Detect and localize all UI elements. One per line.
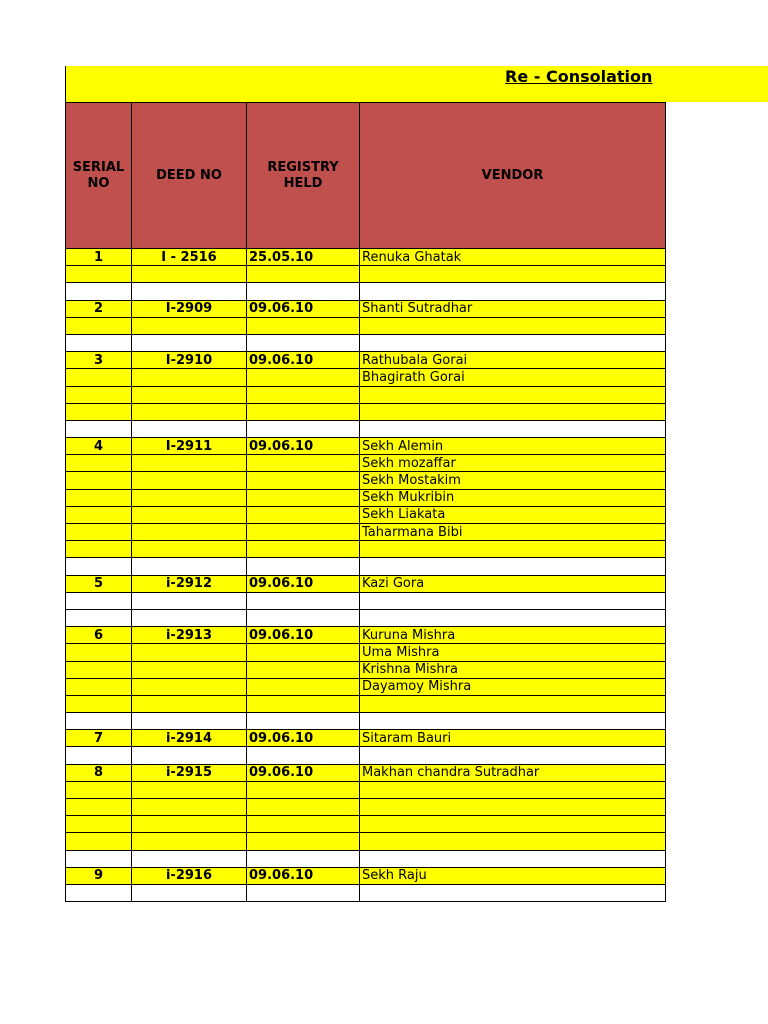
- serial-cell[interactable]: [66, 695, 132, 712]
- vendor-name-cell[interactable]: Rathubala Gorai: [360, 352, 666, 369]
- vendor-name-cell[interactable]: [360, 592, 666, 609]
- registry-date-cell[interactable]: [247, 592, 360, 609]
- table-row: [66, 558, 666, 575]
- registry-date-cell[interactable]: [247, 850, 360, 867]
- vendor-name-cell[interactable]: Sekh Liakata: [360, 506, 666, 523]
- vendor-name-cell[interactable]: [360, 695, 666, 712]
- registry-date-cell[interactable]: 09.06.10: [247, 352, 360, 369]
- serial-cell[interactable]: [66, 541, 132, 558]
- table-row: [66, 764, 666, 781]
- serial-cell[interactable]: [66, 524, 132, 541]
- serial-cell[interactable]: 6: [66, 627, 132, 644]
- vendor-name-cell[interactable]: Taharmana Bibi: [360, 524, 666, 541]
- registry-date-cell[interactable]: [247, 455, 360, 472]
- serial-cell[interactable]: [66, 850, 132, 867]
- registry-date-cell[interactable]: [247, 833, 360, 850]
- vendor-name-cell[interactable]: Sekh Alemin: [360, 438, 666, 455]
- deed-no-cell[interactable]: [132, 644, 247, 661]
- deed-no-cell[interactable]: [132, 816, 247, 833]
- serial-cell[interactable]: [66, 420, 132, 437]
- deed-no-cell[interactable]: [132, 781, 247, 798]
- vendor-name-cell[interactable]: [360, 541, 666, 558]
- deed-no-cell[interactable]: [132, 524, 247, 541]
- table-row: [66, 524, 666, 541]
- serial-cell[interactable]: [66, 661, 132, 678]
- registry-date-cell[interactable]: 09.06.10: [247, 627, 360, 644]
- column-header-registry[interactable]: REGISTRY HELD: [247, 103, 360, 249]
- serial-cell[interactable]: [66, 781, 132, 798]
- registry-date-cell[interactable]: [247, 472, 360, 489]
- registry-date-cell[interactable]: [247, 558, 360, 575]
- vendor-name-cell[interactable]: Uma Mishra: [360, 644, 666, 661]
- deed-no-cell[interactable]: i-2913: [132, 627, 247, 644]
- registry-date-cell[interactable]: [247, 489, 360, 506]
- deed-no-cell[interactable]: [132, 386, 247, 403]
- registry-date-cell[interactable]: [247, 695, 360, 712]
- deed-no-cell[interactable]: [132, 661, 247, 678]
- table-row: [66, 317, 666, 334]
- table-row: [66, 300, 666, 317]
- table-row: [66, 730, 666, 747]
- vendor-name-cell[interactable]: Sekh Raju: [360, 867, 666, 884]
- table-row: [66, 455, 666, 472]
- serial-cell[interactable]: 8: [66, 764, 132, 781]
- serial-cell[interactable]: [66, 558, 132, 575]
- registry-date-cell[interactable]: 09.06.10: [247, 764, 360, 781]
- deed-no-cell[interactable]: [132, 489, 247, 506]
- deed-no-cell[interactable]: i-2915: [132, 764, 247, 781]
- serial-cell[interactable]: [66, 334, 132, 351]
- registry-date-cell[interactable]: [247, 317, 360, 334]
- table-row: [66, 609, 666, 626]
- registry-date-cell[interactable]: [247, 644, 360, 661]
- table-row: [66, 575, 666, 592]
- table-row: [66, 884, 666, 901]
- table-body: [66, 249, 666, 902]
- serial-cell[interactable]: 9: [66, 867, 132, 884]
- vendor-name-cell[interactable]: Sekh mozaffar: [360, 455, 666, 472]
- deed-no-cell[interactable]: [132, 678, 247, 695]
- vendor-name-cell[interactable]: [360, 283, 666, 300]
- table-row: [66, 713, 666, 730]
- serial-cell[interactable]: 7: [66, 730, 132, 747]
- vendor-name-cell[interactable]: [360, 317, 666, 334]
- registry-date-cell[interactable]: 09.06.10: [247, 438, 360, 455]
- deed-no-cell[interactable]: [132, 713, 247, 730]
- serial-cell[interactable]: 1: [66, 249, 132, 266]
- vendor-name-cell[interactable]: Dayamoy Mishra: [360, 678, 666, 695]
- table-row: [66, 403, 666, 420]
- table-row: [66, 249, 666, 266]
- vendor-name-cell[interactable]: [360, 833, 666, 850]
- deed-no-cell[interactable]: [132, 455, 247, 472]
- deed-no-cell[interactable]: [132, 833, 247, 850]
- registry-date-cell[interactable]: [247, 524, 360, 541]
- vendor-name-cell[interactable]: [360, 403, 666, 420]
- serial-cell[interactable]: [66, 884, 132, 901]
- deed-no-cell[interactable]: [132, 317, 247, 334]
- vendor-name-cell[interactable]: [360, 884, 666, 901]
- vendor-name-cell[interactable]: [360, 609, 666, 626]
- vendor-name-cell[interactable]: [360, 816, 666, 833]
- table-row: [66, 506, 666, 523]
- table-row: [66, 799, 666, 816]
- deed-no-cell[interactable]: [132, 799, 247, 816]
- vendor-name-cell[interactable]: [360, 334, 666, 351]
- serial-cell[interactable]: [66, 369, 132, 386]
- header-row: [66, 103, 666, 249]
- registry-date-cell[interactable]: 09.06.10: [247, 575, 360, 592]
- table-row: [66, 420, 666, 437]
- registry-date-cell[interactable]: 25.05.10: [247, 249, 360, 266]
- serial-cell[interactable]: [66, 472, 132, 489]
- table-row: [66, 266, 666, 283]
- vendor-name-cell[interactable]: [360, 266, 666, 283]
- vendor-name-cell[interactable]: Kuruna Mishra: [360, 627, 666, 644]
- vendor-name-cell[interactable]: Bhagirath Gorai: [360, 369, 666, 386]
- table-row: [66, 833, 666, 850]
- vendor-name-cell[interactable]: Sekh Mukribin: [360, 489, 666, 506]
- deed-no-cell[interactable]: I-2909: [132, 300, 247, 317]
- column-header-serial[interactable]: SERIAL NO: [66, 103, 132, 249]
- vendor-name-cell[interactable]: [360, 713, 666, 730]
- deed-no-cell[interactable]: [132, 283, 247, 300]
- serial-cell[interactable]: [66, 386, 132, 403]
- registry-date-cell[interactable]: [247, 334, 360, 351]
- serial-cell[interactable]: 4: [66, 438, 132, 455]
- table-row: [66, 661, 666, 678]
- serial-cell[interactable]: [66, 833, 132, 850]
- deed-no-cell[interactable]: [132, 695, 247, 712]
- registry-date-cell[interactable]: 09.06.10: [247, 867, 360, 884]
- deed-no-cell[interactable]: i-2914: [132, 730, 247, 747]
- registry-date-cell[interactable]: [247, 506, 360, 523]
- deed-no-cell[interactable]: [132, 850, 247, 867]
- deed-no-cell[interactable]: I - 2516: [132, 249, 247, 266]
- deed-no-cell[interactable]: [132, 541, 247, 558]
- serial-cell[interactable]: [66, 506, 132, 523]
- registry-date-cell[interactable]: 09.06.10: [247, 730, 360, 747]
- table-row: [66, 541, 666, 558]
- serial-cell[interactable]: [66, 816, 132, 833]
- vendor-name-cell[interactable]: Kazi Gora: [360, 575, 666, 592]
- table-row: [66, 678, 666, 695]
- vendor-name-cell[interactable]: [360, 850, 666, 867]
- registry-date-cell[interactable]: [247, 781, 360, 798]
- title-clip: [65, 66, 664, 102]
- table-row: [66, 781, 666, 798]
- registry-date-cell[interactable]: [247, 283, 360, 300]
- registry-date-cell[interactable]: [247, 713, 360, 730]
- vendor-name-cell[interactable]: [360, 420, 666, 437]
- serial-cell[interactable]: [66, 403, 132, 420]
- serial-cell[interactable]: [66, 455, 132, 472]
- deed-no-cell[interactable]: I-2910: [132, 352, 247, 369]
- registry-date-cell[interactable]: [247, 386, 360, 403]
- registry-date-cell[interactable]: [247, 369, 360, 386]
- vendor-name-cell[interactable]: [360, 558, 666, 575]
- table-row: [66, 334, 666, 351]
- table-row: [66, 644, 666, 661]
- serial-cell[interactable]: [66, 713, 132, 730]
- registry-date-cell[interactable]: [247, 678, 360, 695]
- serial-cell[interactable]: [66, 266, 132, 283]
- registry-date-cell[interactable]: [247, 661, 360, 678]
- registry-date-cell[interactable]: [247, 816, 360, 833]
- page-title: Re - Consolation: [505, 67, 653, 86]
- deed-no-cell[interactable]: i-2912: [132, 575, 247, 592]
- table-row: [66, 627, 666, 644]
- registry-date-cell[interactable]: [247, 420, 360, 437]
- serial-cell[interactable]: [66, 592, 132, 609]
- serial-cell[interactable]: [66, 317, 132, 334]
- deed-no-cell[interactable]: I-2911: [132, 438, 247, 455]
- table-row: [66, 592, 666, 609]
- registry-date-cell[interactable]: [247, 747, 360, 764]
- table-row: [66, 352, 666, 369]
- serial-cell[interactable]: [66, 489, 132, 506]
- column-header-vendor[interactable]: VENDOR: [360, 103, 666, 249]
- serial-cell[interactable]: 3: [66, 352, 132, 369]
- table-row: [66, 386, 666, 403]
- registry-date-cell[interactable]: [247, 609, 360, 626]
- vendor-name-cell[interactable]: Renuka Ghatak: [360, 249, 666, 266]
- table-row: [66, 850, 666, 867]
- deed-no-cell[interactable]: [132, 609, 247, 626]
- serial-cell[interactable]: [66, 644, 132, 661]
- table-row: [66, 283, 666, 300]
- serial-cell[interactable]: [66, 747, 132, 764]
- column-header-deed[interactable]: DEED NO: [132, 103, 247, 249]
- deed-no-cell[interactable]: [132, 266, 247, 283]
- registry-date-cell[interactable]: [247, 884, 360, 901]
- table-row: [66, 369, 666, 386]
- vendor-name-cell[interactable]: Krishna Mishra: [360, 661, 666, 678]
- registry-date-cell[interactable]: [247, 403, 360, 420]
- table-row: [66, 747, 666, 764]
- vendor-name-cell[interactable]: [360, 781, 666, 798]
- vendor-table: [65, 102, 666, 902]
- serial-cell[interactable]: 2: [66, 300, 132, 317]
- table-row: [66, 695, 666, 712]
- deed-no-cell[interactable]: [132, 334, 247, 351]
- serial-cell[interactable]: [66, 283, 132, 300]
- deed-no-cell[interactable]: [132, 369, 247, 386]
- vendor-name-cell[interactable]: [360, 386, 666, 403]
- deed-no-cell[interactable]: [132, 472, 247, 489]
- table-row: [66, 867, 666, 884]
- registry-date-cell[interactable]: [247, 799, 360, 816]
- deed-no-cell[interactable]: [132, 747, 247, 764]
- serial-cell[interactable]: [66, 799, 132, 816]
- deed-no-cell[interactable]: [132, 403, 247, 420]
- deed-no-cell[interactable]: [132, 420, 247, 437]
- table-row: [66, 816, 666, 833]
- registry-date-cell[interactable]: [247, 541, 360, 558]
- vendor-name-cell[interactable]: Shanti Sutradhar: [360, 300, 666, 317]
- vendor-name-cell[interactable]: Sekh Mostakim: [360, 472, 666, 489]
- deed-no-cell[interactable]: [132, 884, 247, 901]
- vendor-name-cell[interactable]: [360, 799, 666, 816]
- vendor-name-cell[interactable]: [360, 747, 666, 764]
- deed-no-cell[interactable]: [132, 558, 247, 575]
- vendor-name-cell[interactable]: Makhan chandra Sutradhar: [360, 764, 666, 781]
- serial-cell[interactable]: [66, 609, 132, 626]
- registry-date-cell[interactable]: [247, 266, 360, 283]
- serial-cell[interactable]: 5: [66, 575, 132, 592]
- table-row: [66, 438, 666, 455]
- deed-no-cell[interactable]: i-2916: [132, 867, 247, 884]
- table-row: [66, 489, 666, 506]
- table-row: [66, 472, 666, 489]
- serial-cell[interactable]: [66, 678, 132, 695]
- deed-no-cell[interactable]: [132, 592, 247, 609]
- registry-date-cell[interactable]: 09.06.10: [247, 300, 360, 317]
- vendor-name-cell[interactable]: Sitaram Bauri: [360, 730, 666, 747]
- deed-no-cell[interactable]: [132, 506, 247, 523]
